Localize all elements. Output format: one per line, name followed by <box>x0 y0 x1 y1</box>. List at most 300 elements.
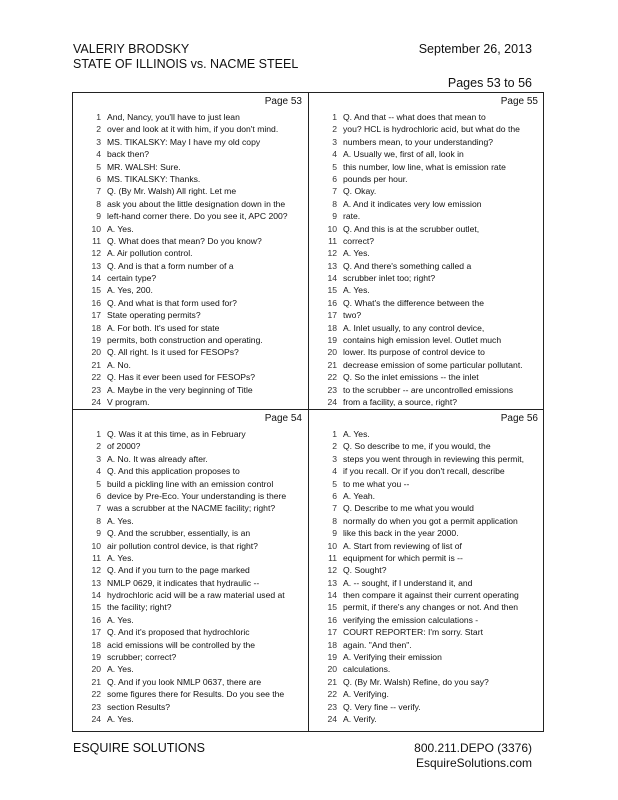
transcript-line <box>73 601 308 613</box>
line-text: Q. Okay. <box>343 186 377 197</box>
witness-name: VALERIY BRODSKY <box>73 42 190 56</box>
transcript-line <box>73 173 308 185</box>
line-number: 12 <box>91 565 101 576</box>
transcript-line <box>309 701 544 713</box>
line-number: 17 <box>91 310 101 321</box>
line-text: decrease emission of some particular pollutant. <box>343 359 523 370</box>
line-text: A. Yes. <box>343 285 370 296</box>
line-text: pounds per hour. <box>343 173 408 184</box>
transcript-line <box>309 359 544 371</box>
line-number: 21 <box>327 676 337 687</box>
transcript-line <box>73 123 308 135</box>
line-number: 11 <box>328 235 337 246</box>
line-text: scrubber inlet too; right? <box>343 273 436 284</box>
line-text: air pollution control device, is that right? <box>107 540 258 551</box>
transcript-line <box>73 272 308 284</box>
line-text: back then? <box>107 149 150 160</box>
line-text: Q. And this is at the scrubber outlet, <box>343 223 480 234</box>
line-text: hydrochloric acid will be a raw material used at <box>107 590 285 601</box>
transcript-page-55 <box>309 93 544 409</box>
transcript-line <box>309 589 544 601</box>
transcript-line <box>309 223 544 235</box>
transcript-line <box>73 148 308 160</box>
line-text: ask you about the little designation down in the <box>107 198 286 209</box>
line-text: A. Verifying their emission <box>343 652 442 663</box>
line-number: 24 <box>91 713 101 724</box>
line-number: 19 <box>91 335 101 346</box>
line-text: Q. What does that mean? Do you know? <box>107 235 262 246</box>
document-header-left <box>73 42 298 72</box>
line-text: A. Verify. <box>343 713 377 724</box>
line-text: Q. And what is that form used for? <box>107 297 237 308</box>
transcript-line <box>73 247 308 259</box>
line-text: Q. So describe to me, if you would, the <box>343 441 491 452</box>
line-number: 5 <box>96 161 101 172</box>
transcript-line <box>73 663 308 675</box>
transcript-line <box>309 663 544 675</box>
line-text: lower. Its purpose of control device to <box>343 347 485 358</box>
line-number: 23 <box>327 701 337 712</box>
line-number: 15 <box>91 602 101 613</box>
transcript-line <box>309 626 544 638</box>
transcript-line <box>309 235 544 247</box>
line-text: equipment for which permit is -- <box>343 552 463 563</box>
transcript-line <box>309 676 544 688</box>
line-text: from a facility, a source, right? <box>343 396 457 407</box>
line-text: Q. (By Mr. Walsh) Refine, do you say? <box>343 676 489 687</box>
line-number: 6 <box>332 490 337 501</box>
transcript-line <box>73 626 308 638</box>
line-number: 7 <box>96 503 101 514</box>
line-number: 24 <box>327 396 337 407</box>
transcript-line <box>73 478 308 490</box>
transcript-line <box>309 284 544 296</box>
line-number: 4 <box>96 466 101 477</box>
transcript-line <box>309 334 544 346</box>
line-number: 17 <box>327 627 337 638</box>
line-number: 3 <box>96 136 101 147</box>
line-text: numbers mean, to your understanding? <box>343 136 494 147</box>
line-number: 22 <box>91 689 101 700</box>
footer-phone: 800.211.DEPO (3376) <box>414 741 532 755</box>
pages-range: Pages 53 to 56 <box>447 76 532 90</box>
line-number: 9 <box>332 528 337 539</box>
transcript-line <box>73 223 308 235</box>
line-number: 22 <box>91 372 101 383</box>
transcript-line <box>309 478 544 490</box>
line-text: A. Yes. <box>107 664 134 675</box>
transcript-line <box>309 173 544 185</box>
transcript-line <box>73 161 308 173</box>
line-number: 24 <box>327 713 337 724</box>
line-text: COURT REPORTER: I'm sorry. Start <box>343 627 483 638</box>
transcript-line <box>73 297 308 309</box>
line-text: steps you went through in reviewing this permit, <box>343 453 525 464</box>
line-number: 3 <box>96 453 101 464</box>
transcript-line <box>309 198 544 210</box>
line-text: device by Pre-Eco. Your understanding is there <box>107 490 287 501</box>
transcript-line <box>73 527 308 539</box>
line-text: A. Yeah. <box>343 490 376 501</box>
transcript-line <box>73 440 308 452</box>
line-text: Q. Very fine -- verify. <box>343 701 421 712</box>
line-text: A. Yes. <box>107 552 134 563</box>
transcript-line <box>73 465 308 477</box>
line-number: 17 <box>91 627 101 638</box>
line-number: 1 <box>332 429 337 439</box>
line-number: 9 <box>96 211 101 222</box>
transcript-grid <box>72 92 544 732</box>
line-text: A. Yes, 200. <box>107 285 153 296</box>
page-title: Page 56 <box>500 413 538 424</box>
line-text: A. Yes. <box>107 223 134 234</box>
transcript-line <box>309 210 544 222</box>
transcript-line <box>73 346 308 358</box>
line-number: 24 <box>91 396 101 407</box>
line-text: to the scrubber -- are uncontrolled emissions <box>343 384 514 395</box>
line-number: 8 <box>96 198 101 209</box>
transcript-line <box>73 260 308 272</box>
line-text: correct? <box>343 235 375 246</box>
line-text: you? HCL is hydrochloric acid, but what do the <box>343 124 520 135</box>
transcript-line <box>309 322 544 334</box>
transcript-line <box>309 272 544 284</box>
line-text: build a pickling line with an emission control <box>107 478 274 489</box>
transcript-line <box>73 111 308 123</box>
line-text: permits, both construction and operating. <box>107 335 263 346</box>
line-text: again. "And then". <box>343 639 412 650</box>
transcript-line <box>309 396 544 408</box>
line-number: 18 <box>91 322 101 333</box>
line-text: permit, if there's any changes or not. And then <box>343 602 519 613</box>
line-number: 8 <box>332 515 337 526</box>
transcript-line <box>73 577 308 589</box>
transcript-line <box>309 688 544 700</box>
line-number: 21 <box>91 676 101 687</box>
line-number: 7 <box>96 186 101 197</box>
line-text: this number, low line, what is emission rate <box>343 161 506 172</box>
line-text: A. Yes. <box>343 429 370 439</box>
line-number: 5 <box>96 478 101 489</box>
footer-company: ESQUIRE SOLUTIONS <box>73 741 205 755</box>
transcript-line <box>73 359 308 371</box>
line-text: Q. And the scrubber, essentially, is an <box>107 528 251 539</box>
line-number: 3 <box>332 453 337 464</box>
transcript-line <box>73 136 308 148</box>
line-number: 1 <box>96 112 101 122</box>
line-text: A. Inlet usually, to any control device, <box>343 322 485 333</box>
line-number: 20 <box>91 664 101 675</box>
transcript-line <box>73 688 308 700</box>
line-text: Q. And there's something called a <box>343 260 472 271</box>
transcript-line <box>309 713 544 725</box>
transcript-line <box>73 235 308 247</box>
transcript-line <box>309 564 544 576</box>
line-text: rate. <box>343 211 361 222</box>
line-number: 4 <box>96 149 101 160</box>
transcript-line <box>309 148 544 160</box>
case-name: STATE OF ILLINOIS vs. NACME STEEL <box>73 57 299 71</box>
line-number: 11 <box>92 552 101 563</box>
page-title: Page 55 <box>500 96 538 107</box>
transcript-line <box>309 502 544 514</box>
line-text: And, Nancy, you'll have to just lean <box>107 112 240 122</box>
line-text: acid emissions will be controlled by the <box>107 639 256 650</box>
transcript-line <box>73 384 308 396</box>
transcript-line <box>309 440 544 452</box>
transcript-line <box>73 309 308 321</box>
line-number: 15 <box>327 285 337 296</box>
transcript-line <box>309 552 544 564</box>
line-text: V program. <box>107 396 150 407</box>
line-text: of 2000? <box>107 441 141 452</box>
line-number: 2 <box>96 441 101 452</box>
line-number: 12 <box>327 565 337 576</box>
line-text: then compare it against their current operating <box>343 590 519 601</box>
line-number: 18 <box>327 322 337 333</box>
line-number: 12 <box>327 248 337 259</box>
line-number: 15 <box>327 602 337 613</box>
line-number: 20 <box>327 347 337 358</box>
transcript-line <box>309 185 544 197</box>
line-number: 22 <box>327 689 337 700</box>
line-number: 2 <box>96 124 101 135</box>
line-text: A. Maybe in the very beginning of Title <box>107 384 253 395</box>
transcript-line <box>309 527 544 539</box>
line-number: 14 <box>91 273 101 284</box>
line-text: Q. Sought? <box>343 565 387 576</box>
line-number: 5 <box>332 478 337 489</box>
line-text: like this back in the year 2000. <box>343 528 459 539</box>
transcript-line <box>73 701 308 713</box>
transcript-line <box>73 676 308 688</box>
line-text: MS. TIKALSKY: May I have my old copy <box>107 136 261 147</box>
line-number: 22 <box>327 372 337 383</box>
page-title: Page 53 <box>264 96 302 107</box>
transcript-line <box>73 428 308 440</box>
line-number: 21 <box>327 359 337 370</box>
line-number: 14 <box>327 590 337 601</box>
transcript-page-56 <box>309 410 544 726</box>
line-number: 14 <box>91 590 101 601</box>
line-text: normally do when you got a permit application <box>343 515 518 526</box>
line-number: 8 <box>96 515 101 526</box>
line-number: 13 <box>327 577 337 588</box>
line-text: two? <box>343 310 362 321</box>
line-text: State operating permits? <box>107 310 201 321</box>
line-text: scrubber; correct? <box>107 652 177 663</box>
transcript-line <box>309 384 544 396</box>
line-text: Q. Has it ever been used for FESOPs? <box>107 372 256 383</box>
line-number: 16 <box>91 297 101 308</box>
line-text: section Results? <box>107 701 171 712</box>
transcript-line <box>309 297 544 309</box>
line-number: 16 <box>91 614 101 625</box>
line-text: Q. Describe to me what you would <box>343 503 474 514</box>
line-number: 11 <box>328 552 337 563</box>
line-number: 10 <box>91 223 101 234</box>
transcript-line <box>73 552 308 564</box>
transcript-line <box>73 453 308 465</box>
transcript-line <box>73 490 308 502</box>
line-number: 2 <box>332 441 337 452</box>
line-text: contains high emission level. Outlet much <box>343 335 502 346</box>
transcript-line <box>73 322 308 334</box>
line-number: 21 <box>91 359 101 370</box>
line-text: A. Yes. <box>343 248 370 259</box>
line-number: 4 <box>332 149 337 160</box>
line-text: A. Yes. <box>107 713 134 724</box>
line-text: to me what you -- <box>343 478 410 489</box>
line-text: the facility; right? <box>107 602 172 613</box>
page-title: Page 54 <box>264 413 302 424</box>
line-number: 1 <box>96 429 101 439</box>
transcript-line <box>309 490 544 502</box>
line-number: 23 <box>91 384 101 395</box>
transcript-line <box>309 346 544 358</box>
line-text: Q. And it's proposed that hydrochloric <box>107 627 250 638</box>
line-text: A. Yes. <box>107 614 134 625</box>
transcript-line <box>73 396 308 408</box>
transcript-line <box>73 334 308 346</box>
transcript-line <box>73 564 308 576</box>
line-number: 18 <box>327 639 337 650</box>
transcript-line <box>73 185 308 197</box>
transcript-line <box>73 515 308 527</box>
line-text: left-hand corner there. Do you see it, APC 200? <box>107 211 288 222</box>
line-number: 5 <box>332 161 337 172</box>
line-text: was a scrubber at the NACME facility; right? <box>107 503 276 514</box>
line-number: 19 <box>327 335 337 346</box>
transcript-line <box>309 371 544 383</box>
line-text: A. For both. It's used for state <box>107 322 220 333</box>
line-text: Q. (By Mr. Walsh) All right. Let me <box>107 186 237 197</box>
transcript-line <box>309 614 544 626</box>
line-number: 6 <box>96 173 101 184</box>
line-number: 10 <box>327 223 337 234</box>
transcript-line <box>309 111 544 123</box>
line-text: calculations. <box>343 664 391 675</box>
transcript-line <box>73 198 308 210</box>
line-number: 13 <box>91 260 101 271</box>
line-text: Q. And if you turn to the page marked <box>107 565 250 576</box>
transcript-line <box>73 614 308 626</box>
line-number: 9 <box>96 528 101 539</box>
transcript-line <box>73 589 308 601</box>
line-number: 14 <box>327 273 337 284</box>
line-text: A. Air pollution control. <box>107 248 193 259</box>
transcript-line <box>309 639 544 651</box>
line-number: 13 <box>91 577 101 588</box>
line-number: 23 <box>327 384 337 395</box>
line-text: verifying the emission calculations - <box>343 614 479 625</box>
footer-website: EsquireSolutions.com <box>415 756 532 770</box>
transcript-line <box>309 577 544 589</box>
line-text: MR. WALSH: Sure. <box>107 161 181 172</box>
footer-contact <box>414 741 532 771</box>
transcript-line <box>309 453 544 465</box>
line-text: over and look at it with him, if you don't mind. <box>107 124 279 135</box>
transcript-line <box>309 123 544 135</box>
transcript-line <box>73 210 308 222</box>
line-text: A. Verifying. <box>343 689 389 700</box>
line-number: 19 <box>327 652 337 663</box>
line-number: 3 <box>332 136 337 147</box>
transcript-line <box>309 540 544 552</box>
line-number: 19 <box>91 652 101 663</box>
line-number: 11 <box>92 235 101 246</box>
line-number: 20 <box>327 664 337 675</box>
transcript-page-54 <box>73 410 308 726</box>
line-text: MS. TIKALSKY: Thanks. <box>107 173 201 184</box>
line-text: Q. And if you look NMLP 0637, there are <box>107 676 262 687</box>
line-text: Q. And is that a form number of a <box>107 260 234 271</box>
transcript-line <box>309 136 544 148</box>
line-number: 17 <box>327 310 337 321</box>
transcript-line <box>73 284 308 296</box>
line-number: 12 <box>91 248 101 259</box>
line-text: Q. And that -- what does that mean to <box>343 112 486 122</box>
line-text: A. Usually we, first of all, look in <box>343 149 464 160</box>
transcript-page-53 <box>73 93 308 409</box>
transcript-line <box>73 371 308 383</box>
transcript-line <box>73 651 308 663</box>
line-number: 9 <box>332 211 337 222</box>
line-number: 18 <box>91 639 101 650</box>
transcript-line <box>73 713 308 725</box>
deposition-date: September 26, 2013 <box>418 42 532 56</box>
line-text: NMLP 0629, it indicates that hydraulic -- <box>107 577 260 588</box>
line-text: Q. Was it at this time, as in February <box>107 429 246 439</box>
line-text: A. No. <box>107 359 131 370</box>
line-number: 4 <box>332 466 337 477</box>
line-text: A. -- sought, if I understand it, and <box>343 577 473 588</box>
line-text: A. Yes. <box>107 515 134 526</box>
line-text: Q. And this application proposes to <box>107 466 240 477</box>
line-number: 6 <box>96 490 101 501</box>
line-number: 23 <box>91 701 101 712</box>
line-number: 13 <box>327 260 337 271</box>
line-number: 10 <box>91 540 101 551</box>
line-number: 16 <box>327 297 337 308</box>
line-number: 6 <box>332 173 337 184</box>
line-text: certain type? <box>107 273 157 284</box>
line-number: 15 <box>91 285 101 296</box>
line-number: 2 <box>332 124 337 135</box>
line-number: 7 <box>332 503 337 514</box>
transcript-line <box>309 651 544 663</box>
transcript-line <box>73 540 308 552</box>
line-number: 8 <box>332 198 337 209</box>
transcript-line <box>309 428 544 440</box>
line-text: if you recall. Or if you don't recall, describe <box>343 466 505 477</box>
line-number: 7 <box>332 186 337 197</box>
line-number: 20 <box>91 347 101 358</box>
line-number: 10 <box>327 540 337 551</box>
line-text: A. And it indicates very low emission <box>343 198 482 209</box>
transcript-line <box>309 260 544 272</box>
transcript-line <box>73 639 308 651</box>
transcript-line <box>309 601 544 613</box>
transcript-line <box>309 309 544 321</box>
line-text: some figures there for Results. Do you see the <box>107 689 285 700</box>
line-number: 16 <box>327 614 337 625</box>
transcript-line <box>309 515 544 527</box>
line-text: A. No. It was already after. <box>107 453 208 464</box>
transcript-line <box>309 465 544 477</box>
line-text: Q. So the inlet emissions -- the inlet <box>343 372 479 383</box>
line-text: Q. All right. Is it used for FESOPs? <box>107 347 239 358</box>
